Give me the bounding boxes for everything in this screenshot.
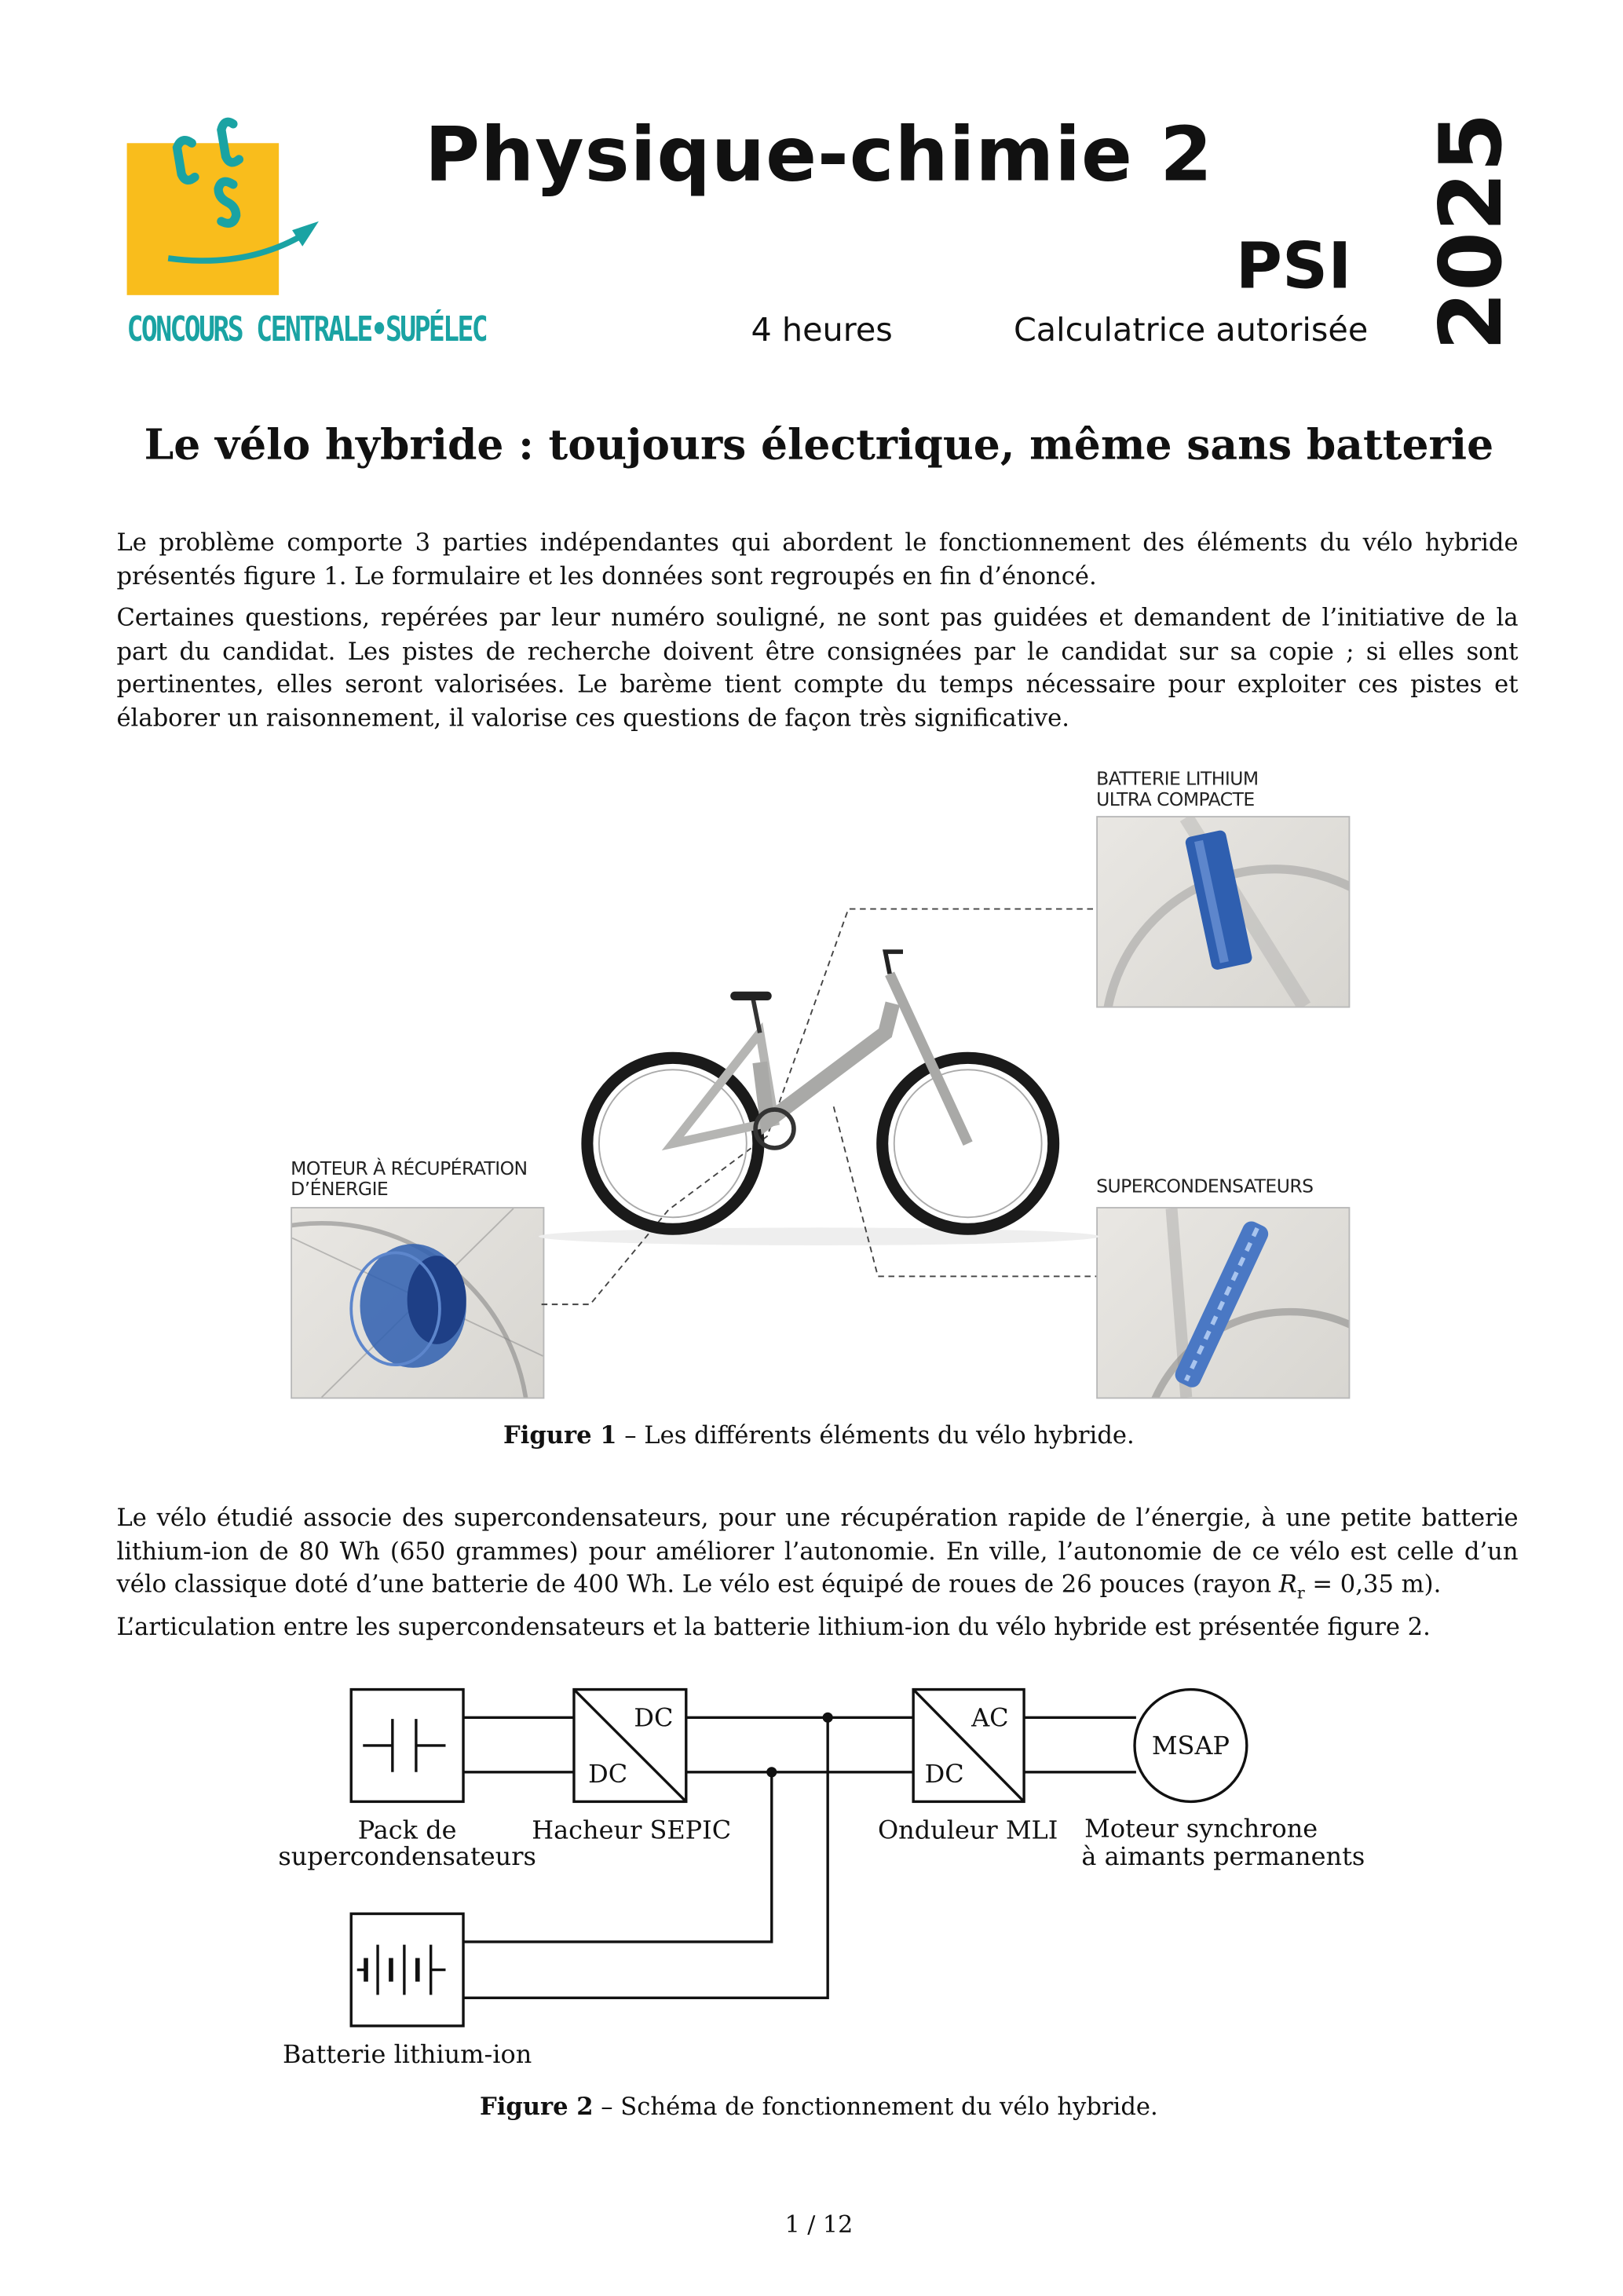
calculator-note: Calculatrice autorisée <box>1013 313 1369 350</box>
body-paragraph-1-text: Le vélo étudié associe des supercondensateurs, pour une récupération rapide de l’énergie, à une petite batterie lithium-ion de 80 Wh (650 grammes) pour améliorer l’autonomie. En ville, l’autonomie de ce vélo est celle d’un vélo classique doté d’une batterie de 400 Wh. Le vélo est équipé de roues de 26 pouces (rayon <box>116 1503 1519 1599</box>
intro-paragraph-1: Le problème comporte 3 parties indépendantes qui abordent le fonctionnement des éléments du vélo hybride présentés figure 1. Le formulaire et les données sont regroupés en fin d’énoncé. <box>116 528 1519 590</box>
page-number: 1 / 12 <box>784 2210 854 2239</box>
supercaps-inset <box>1096 1207 1350 1398</box>
label-chopper: Hacheur SEPIC <box>532 1815 732 1845</box>
supercaps-image <box>1098 1208 1348 1398</box>
figure-1-caption <box>0 1421 1623 1450</box>
figure-2-caption <box>0 2093 1623 2121</box>
label-motor-line2: D’ÉNERGIE <box>291 1177 389 1200</box>
chopper-input-label: DC <box>588 1758 628 1789</box>
logo-text: CONCOURS CENTRALE•SUPÉLEC <box>126 311 487 350</box>
label-battery: Batterie lithium-ion <box>282 2038 532 2069</box>
label-motor <box>291 1158 527 1200</box>
chopper-output-label: DC <box>634 1702 674 1733</box>
radius-subscript: r <box>1296 1584 1305 1603</box>
inverter-input-label: DC <box>924 1758 964 1789</box>
battery-image <box>1098 817 1348 1007</box>
label-battery-line2: ULTRA COMPACTE <box>1096 788 1255 810</box>
motor-inset <box>291 1207 544 1398</box>
label-motor-line1: MOTEUR À RÉCUPÉRATION <box>291 1157 528 1179</box>
body-paragraph-1-value: = 0,35 m). <box>1304 1570 1442 1599</box>
battery-inset <box>1096 816 1350 1007</box>
intro-paragraph-2: Certaines questions, repérées par leur numéro souligné, ne sont pas guidées et demandent de l’initiative de la part du candidat. Les pistes de recherche doivent être consignées par le candidat sur sa copie ; si elles sont pertinentes, elles seront valorisées. Le barème tient compte du temps nécessaire pour exploiter ces pistes et élaborer un raisonnement, il valorise ces questions de façon très significative. <box>116 603 1519 732</box>
label-pack-line2: supercondensateurs <box>278 1841 536 1872</box>
body-paragraph-2: L’articulation entre les supercondensateurs et la batterie lithium-ion du vélo hybride est présentée figure 2. <box>116 1612 1431 1641</box>
junction-dot <box>823 1713 833 1723</box>
figure-2-caption-label: Figure 2 <box>480 2092 594 2121</box>
bike-illustration <box>531 885 1121 1328</box>
label-battery-line1: BATTERIE LITHIUM <box>1096 767 1259 790</box>
body-paragraph-1 <box>116 1502 1518 1611</box>
figure-1-caption-label: Figure 1 <box>503 1420 617 1450</box>
junction-dot <box>766 1767 777 1777</box>
figure-1-caption-text: – Les différents éléments du vélo hybride. <box>616 1420 1135 1450</box>
duration: 4 heures <box>751 313 893 350</box>
year-text: 2025 <box>1420 112 1522 351</box>
inverter-output-label: AC <box>971 1702 1009 1733</box>
motor-image <box>292 1208 543 1398</box>
figure-2-diagram <box>0 1667 1623 2080</box>
label-pack-line1: Pack de <box>357 1815 457 1845</box>
label-inverter: Onduleur MLI <box>877 1815 1058 1845</box>
page-title: Physique-chimie 2 <box>424 112 1213 199</box>
label-supercaps: SUPERCONDENSATEURS <box>1096 1174 1314 1197</box>
track-label: PSI <box>1235 230 1352 305</box>
label-battery <box>1096 769 1258 810</box>
problem-heading: Le vélo hybride : toujours électrique, même sans batterie <box>144 419 1494 470</box>
radius-symbol: R <box>1278 1570 1297 1599</box>
label-motor-line1: Moteur synchrone <box>1084 1813 1318 1844</box>
motor-label: MSAP <box>1151 1731 1230 1761</box>
ccs-logo <box>118 104 339 303</box>
figure-2-caption-text: – Schéma de fonctionnement du vélo hybride. <box>593 2092 1158 2121</box>
label-motor-line2: à aimants permanents <box>1081 1841 1365 1872</box>
